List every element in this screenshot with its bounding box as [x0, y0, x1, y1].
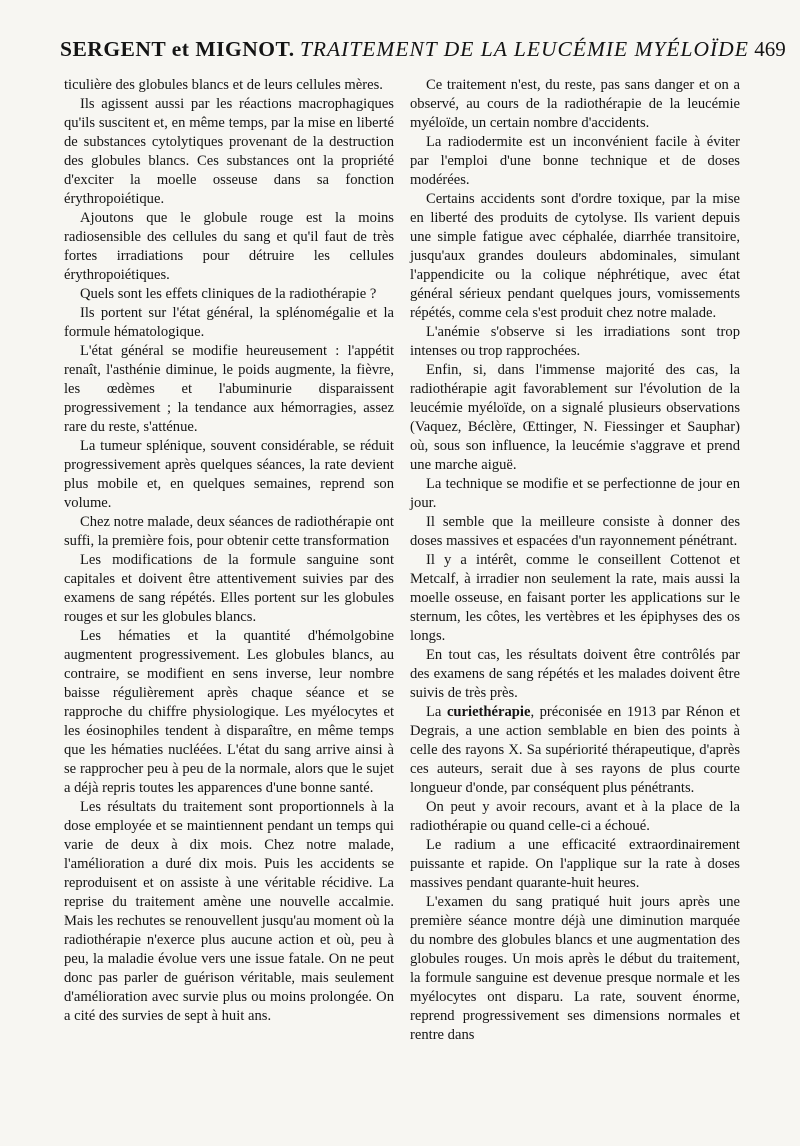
curiethérapie-paragraph	[410, 703, 740, 798]
paragraph: L'examen du sang pratiqué huit jours après une première séance montre déjà une diminution marquée du nombre des globules blancs et une augmentation des globules rouges. Un mois après le début du traitement, la formule sanguine est devenue presque normale et les myélocytes ont disparu. La rate, souvent énorme, reprend progressivement ses dimensions normales et rentre dans	[410, 894, 740, 1043]
paragraph: Les modifications de la formule sanguine sont capitales et doivent être attentivement suivies par des examens de sang répétés. Elles portent sur les globules rouges et sur les globules blancs.	[64, 552, 394, 625]
header-title: TRAITEMENT DE LA LEUCÉMIE MYÉLOÏDE	[299, 37, 749, 61]
paragraph: La radiodermite est un inconvénient facile à éviter par l'emploi d'une bonne technique et de doses modérées.	[410, 134, 740, 188]
paragraph: L'anémie s'observe si les irradiations sont trop intenses ou trop rapprochées.	[410, 324, 740, 359]
paragraph: Ajoutons que le globule rouge est la moins radiosensible des cellules du sang et qu'il faut de très fortes irradiations pour détruire les cellules érythropoiétiques.	[64, 210, 394, 283]
paragraph: Il semble que la meilleure consiste à donner des doses massives et espacées d'un rayonnement pénétrant.	[410, 514, 740, 549]
paragraph: Les résultats du traitement sont proportionnels à la dose employée et se maintiennent pendant un temps qui varie de deux à dix mois. Chez notre malade, l'amélioration a duré dix mois. Puis les accidents se reproduisent et on assiste à une véritable récidive. La reprise du traitement amène une nouvelle accalmie. Mais les rechutes se renouvellent jusqu'au moment où la radiothérapie n'exerce plus aucune action et où, peu à peu, la maladie évolue vers une issue fatale. On ne peut donc pas parler de guérison véritable, mais seulement d'amélioration avec survie plus ou moins prolongée. On a cité des survies de sept à huit ans.	[64, 799, 394, 1024]
paragraph-rest: , préconisée en 1913 par Rénon et Degrais, a une action semblable en bien des points à celle des rayons X. Sa supériorité thérapeutique, d'après ces auteurs, serait due à ses rayons de plus courte longueur d'onde, par conséquent plus pénétrants.	[410, 704, 740, 796]
paragraph: On peut y avoir recours, avant et à la place de la radiothérapie ou quand celle-ci a échoué.	[410, 799, 740, 834]
paragraph: Ils portent sur l'état général, la splénomégalie et la formule hématologique.	[64, 305, 394, 340]
paragraph: Les hématies et la quantité d'hémolgobine augmentent progressivement. Les globules blancs, au contraire, se modifient en sens inverse, leur nombre baisse régulièrement après chaque séance et se rapproche du chiffre physiologique. Les myélocytes et les éosinophiles tendent à disparaître, en même temps que les hématies nucléées. L'état du sang arrive ainsi à se rapprocher peu à peu de la normale, alors que le sujet a déjà repris toutes les apparences d'une bonne santé.	[64, 628, 394, 796]
right-column	[410, 76, 740, 1045]
paragraph: Certains accidents sont d'ordre toxique, par la mise en liberté des produits de cytolyse. Ils varient depuis une simple fatigue avec céphalée, diarrhée transitoire, jusqu'aux grandes douleurs abdominales, simulant l'appendicite ou la colique néphrétique, avec état général sérieux pendant quelques jours, vomissements répétés, comme cela s'est produit chez notre malade.	[410, 191, 740, 321]
paragraph: Ce traitement n'est, du reste, pas sans danger et on a observé, au cours de la radiothérapie de la leucémie myéloïde, un certain nombre d'accidents.	[410, 77, 740, 131]
paragraph-lead: La	[426, 704, 447, 720]
paragraph: Il y a intérêt, comme le conseillent Cottenot et Metcalf, à irradier non seulement la rate, mais aussi la moelle osseuse, en faisant porter les applications sur le sternum, les côtes, les vertèbres et les épiphyses des os longs.	[410, 552, 740, 644]
paragraph: Ils agissent aussi par les réactions macrophagiques qu'ils suscitent et, en même temps, par la mise en liberté de substances cytolytiques provenant de la destruction des globules blancs. Ces substances ont la propriété d'exciter la moelle osseuse dans sa fonction érythropoiétique.	[64, 96, 394, 207]
paragraph: L'état général se modifie heureusement : l'appétit renaît, l'asthénie diminue, le poids augmente, la fièvre, les œdèmes et l'abuminurie disparaissent progressivement ; la tendance aux hémorragies, assez rare du reste, s'atténue.	[64, 343, 394, 435]
header-authors: SERGENT et MIGNOT.	[60, 37, 295, 61]
paragraph: Quels sont les effets cliniques de la radiothérapie ?	[80, 286, 377, 302]
paragraph: Enfin, si, dans l'immense majorité des cas, la radiothérapie agit favorablement sur l'évolution de la leucémie myéloïde, on a signalé plusieurs observations (Vaquez, Béclère, Œttinger, N. Fiessinger et Sauphar) où, sous son influence, la leucémie s'aggrave et prend une marche aiguë.	[410, 362, 740, 473]
paragraph: La technique se modifie et se perfectionne de jour en jour.	[410, 476, 740, 511]
running-header	[60, 36, 786, 62]
paragraph: La tumeur splénique, souvent considérable, se réduit progressivement après quelques séances, la rate devient plus mobile et, en quelques semaines, reprend son volume.	[64, 438, 394, 511]
page-number: 469	[754, 37, 786, 61]
paragraph: En tout cas, les résultats doivent être contrôlés par des examens de sang répétés et les malades doivent être suivis de très près.	[410, 647, 740, 701]
bold-term: curiethérapie	[446, 704, 531, 720]
paragraph: ticulière des globules blancs et de leurs cellules mères.	[64, 77, 383, 93]
left-column	[64, 76, 394, 1026]
paragraph: Le radium a une efficacité extraordinairement puissante et rapide. On l'applique sur la rate à doses massives pendant quarante-huit heures.	[410, 837, 740, 891]
paragraph: Chez notre malade, deux séances de radiothérapie ont suffi, la première fois, pour obtenir cette transformation	[64, 514, 394, 549]
